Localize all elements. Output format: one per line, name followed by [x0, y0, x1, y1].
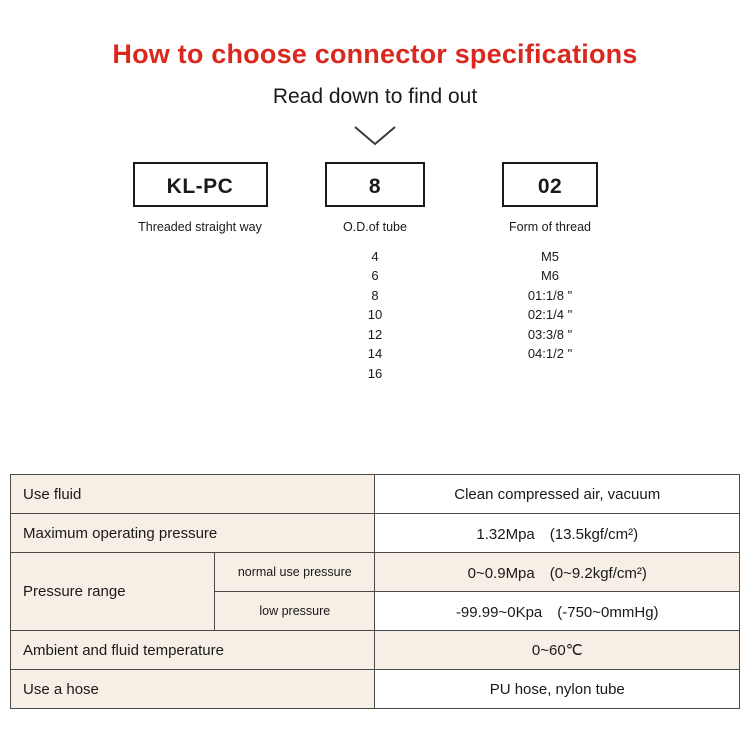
code-breakdown	[0, 162, 750, 384]
spec-sublabel-normal-use-pressure: normal use pressure	[215, 553, 375, 592]
spec-label-use-fluid: Use fluid	[11, 475, 375, 514]
code-label-thread-form: Form of thread	[509, 219, 591, 234]
table-row	[11, 670, 740, 709]
option-item: 8	[371, 287, 379, 303]
table-row	[11, 553, 740, 592]
code-column-thread-form	[463, 162, 638, 364]
code-column-tube-od	[288, 162, 463, 384]
table-row	[11, 631, 740, 670]
option-item: 03:3/8 "	[527, 326, 573, 342]
option-item: 14	[367, 346, 383, 362]
page-title: How to choose connector specifications	[112, 39, 638, 69]
option-item: 4	[371, 248, 379, 264]
option-item: 02:1/4 "	[527, 307, 573, 323]
option-item: 10	[367, 307, 383, 323]
spec-label-use-a-hose: Use a hose	[11, 670, 375, 709]
spec-value-normal-use-pressure: 0~0.9Mpa (0~9.2kgf/cm²)	[375, 553, 740, 592]
option-item: 12	[367, 326, 383, 342]
code-box-thread-form: 02	[502, 162, 598, 207]
code-label-series: Threaded straight way	[138, 219, 262, 234]
option-item: 16	[367, 365, 383, 381]
option-item: 01:1/8 "	[527, 287, 573, 303]
specification-table	[10, 474, 740, 709]
spec-value-low-pressure: -99.99~0Kpa (-750~0mmHg)	[375, 592, 740, 631]
page-subtitle: Read down to find out	[272, 84, 478, 108]
code-options-thread-form	[463, 247, 638, 364]
table-row	[11, 475, 740, 514]
code-box-tube-od: 8	[325, 162, 425, 207]
code-label-tube-od: O.D.of tube	[343, 219, 407, 234]
option-item: M6	[540, 268, 560, 284]
spec-value-max-pressure: 1.32Mpa (13.5kgf/cm²)	[375, 514, 740, 553]
spec-value-temperature: 0~60℃	[375, 631, 740, 670]
spec-value-use-a-hose: PU hose, nylon tube	[375, 670, 740, 709]
table-row	[11, 514, 740, 553]
code-options-tube-od	[288, 247, 463, 384]
spec-sublabel-low-pressure: low pressure	[215, 592, 375, 631]
spec-label-pressure-range: Pressure range	[11, 553, 215, 631]
option-item: 04:1/2 "	[527, 346, 573, 362]
code-box-series: KL-PC	[133, 162, 268, 207]
option-item: M5	[540, 248, 560, 264]
spec-label-max-pressure: Maximum operating pressure	[11, 514, 375, 553]
chevron-down-icon	[0, 124, 750, 150]
spec-label-temperature: Ambient and fluid temperature	[11, 631, 375, 670]
option-item: 6	[371, 268, 379, 284]
code-column-series	[113, 162, 288, 247]
spec-value-use-fluid: Clean compressed air, vacuum	[375, 475, 740, 514]
